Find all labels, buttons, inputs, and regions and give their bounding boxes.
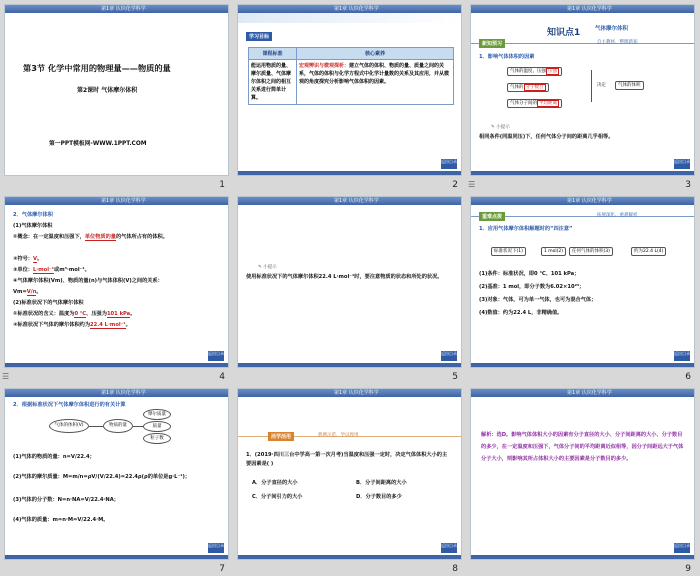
note-box: 约为22.4 L(4) — [631, 247, 666, 256]
slide-thumb-7[interactable] — [0, 384, 233, 576]
table-header: 课程标准 — [249, 48, 297, 60]
slide-header-bar: 第1章 认识化学科学 — [471, 197, 694, 205]
slide-number: 8 — [452, 564, 458, 574]
note-box: 标准状况下(1) — [491, 247, 526, 256]
diagram-node: 物质的量 — [103, 419, 133, 433]
slide-number: 3 — [685, 180, 691, 190]
diagram-node: 质量 — [143, 421, 171, 432]
key-point-badge: 重难点拨 — [479, 212, 505, 221]
slide-number: 1 — [219, 180, 225, 190]
slide-number: 2 — [452, 180, 458, 190]
hint-label: ✎ 小提示 — [258, 265, 277, 270]
slide-thumb-1[interactable] — [0, 0, 233, 192]
back-to-contents-button[interactable]: 返回目录 — [208, 351, 224, 361]
slide-9[interactable] — [470, 388, 695, 560]
preview-badge: 新知预习 — [479, 39, 505, 48]
slide-header-bar: 第1章 认识化学科学 — [238, 197, 461, 205]
slide-thumb-9[interactable] — [466, 384, 699, 576]
diagram-node: 粒子数 — [143, 433, 171, 444]
slide-5[interactable]: 第1章 认识化学科学 ✎ 小提示 使用标准状况下的气体摩尔体积22.4 L·mol⁻¹时，要注意物质的状态和所处的状况。 返回目录 — [237, 196, 462, 368]
slide-3[interactable]: 第1章 认识化学科学 知识点1 气体摩尔体积 新知预习 自主教材、整理新知 1．影响气体体积的因素 气体的温度、压强 压强 气体的 分子数目 气体分子间的 平均距离 决定 气体的体积 ✎ 小提示 相同条件(同温同压)下，任何气体分子间的距离几乎相等。 返回目录 — [470, 4, 695, 176]
back-to-contents-button[interactable]: 返回目录 — [441, 159, 457, 169]
factor-box: 气体分子间的 平均距离 — [507, 99, 562, 108]
slide-footer-text: 第一PPT模板网-WWW.1PPT.COM — [49, 141, 147, 147]
back-to-contents-button[interactable]: 返回目录 — [441, 351, 457, 361]
slide-2[interactable] — [237, 4, 462, 176]
slide-header-bar: 第1章 认识化学科学 — [471, 389, 694, 397]
slide-thumb-6[interactable] — [466, 192, 699, 384]
slide-header-bar: 第1章 认识化学科学 — [5, 389, 228, 397]
slide-subtitle: 第2课时 气体摩尔体积 — [77, 87, 138, 94]
learning-goal-badge: 学习目标 — [246, 32, 272, 41]
table-cell: 宏观辨识与微观探析：建立气体的体积、物质的量、质量之间的关系，气体的体积与化学方程式中化学计量数的关系及其应用，并从微观的角度探究分析影响气体体积的因素。 — [297, 60, 454, 105]
slide-6[interactable]: 第1章 认识化学科学 重难点拨 拓展深化、重难解析 1．应用气体摩尔体积解题时的“四注意” 标准状况下(1) 1 mol(2) 任何气体的体积(3) 约为22.4 L(4) (1)条件：标准状况，即0 ℃、101 kPa； (2)基准：1 mol，即分子数为6.02×10²³； (3)对象：气体，可为单一气体，也可为混合气体； (4)数值：约为22.4 L，非精确值。 返回目录 — [470, 196, 695, 368]
slide-thumb-5[interactable] — [233, 192, 466, 384]
practice-badge: 活学活用 — [268, 432, 294, 441]
notes-icon: ☰ — [468, 180, 476, 189]
back-to-contents-button[interactable]: 返回目录 — [208, 543, 224, 553]
slide-1[interactable] — [4, 4, 229, 176]
slide-header-bar: 第1章 认识化学科学 — [238, 5, 461, 13]
slide-number: 9 — [685, 564, 691, 574]
slide-number: 5 — [452, 372, 458, 382]
slide-number: 4 — [219, 372, 225, 382]
factor-box: 气体的温度、压强 压强 — [507, 67, 562, 76]
knowledge-point-title: 知识点1 — [547, 28, 581, 38]
back-to-contents-button[interactable]: 返回目录 — [441, 543, 457, 553]
slide-header-bar: 第1章 认识化学科学 — [471, 5, 694, 13]
slide-title: 第3节 化学中常用的物理量——物质的量 — [23, 63, 171, 73]
slide-7[interactable]: 第1章 认识化学科学 2．根据标准状况下气体摩尔体积进行的有关计算 气体的体积(V) 物质的量 摩尔质量 质量 粒子数 (1)气体的物质的量：n=V/22.4； (2)气体的摩尔质量：M=m/n=ρV/(V/22.4)=22.4ρ(ρ的单位是g·L⁻¹)； (3)气体的分子数：N=n·NA=V/22.4·NA； (4)气体的质量：m=n·M=V/22.4·M。 返回目录 — [4, 388, 229, 560]
diagram-node: 气体的体积(V) — [49, 419, 89, 433]
slide-thumb-8[interactable] — [233, 384, 466, 576]
slide-thumb-2[interactable] — [233, 0, 466, 192]
back-to-contents-button[interactable]: 返回目录 — [674, 543, 690, 553]
diagram-node: 摩尔质量 — [143, 409, 171, 420]
slide-8[interactable]: 第1章 认识化学科学 活学活用 典例示范、学以致用 1．(2019·四川三台中学高一第一次月考)当温度和压强一定时，决定气体体积大小的主要因素是( ) A．分子直径的大小 B．分子间距离的大小 C．分子间引力的大小 D．分子数目的多少 返回目录 — [237, 388, 462, 560]
result-box: 气体的体积 — [615, 81, 644, 90]
note-box: 任何气体的体积(3) — [569, 247, 613, 256]
slide-header-bar: 第1章 认识化学科学 — [5, 197, 228, 205]
note-box: 1 mol(2) — [541, 247, 566, 256]
answer-analysis: 解析：选D。影响气体体积大小的因素有分子直径的大小、分子间距离的大小、分子数目的多少，在一定温度和压强下，气体分子间的平均距离近似相等，因分子间距远大于气体分子大小，则影响其所占体积大小的主要因素是分子数目的多少。 — [481, 432, 684, 462]
slide-header-bar: 第1章 认识化学科学 — [5, 5, 228, 13]
table-header: 核心素养 — [297, 48, 454, 60]
back-to-contents-button[interactable]: 返回目录 — [674, 351, 690, 361]
hint-label: ✎ 小提示 — [491, 125, 510, 130]
goal-table — [248, 47, 454, 105]
factor-box: 气体的 分子数目 — [507, 83, 549, 92]
slide-thumb-3[interactable] — [466, 0, 699, 192]
slide-header-bar: 第1章 认识化学科学 — [238, 389, 461, 397]
table-cell: 能运用物质的量、摩尔质量、气体摩尔体积之间的相互关系进行简单计算。 — [249, 60, 297, 105]
notes-icon: ☰ — [2, 372, 10, 381]
slide-4[interactable]: 第1章 认识化学科学 2．气体摩尔体积 (1)气体摩尔体积 ①概念：在一定温度和压强下，单位物质的量的气体所占有的体积。 ②符号：V。 ③单位：L·mol⁻¹或m³·mol⁻¹。 ④气体摩尔体积(Vm)、物质的量(n)与气体体积(V)之间的关系： Vm=V/n。 (2)标准状况下的气体摩尔体积 ①标准状况的含义：温度为0 ℃、压强为101 kPa。 ②标准状况下气体的摩尔体积约为22.4 L·mol⁻¹。 返回目录 — [4, 196, 229, 368]
slide-number: 6 — [685, 372, 691, 382]
slide-number: 7 — [219, 564, 225, 574]
slide-thumb-4[interactable] — [0, 192, 233, 384]
back-to-contents-button[interactable]: 返回目录 — [674, 159, 690, 169]
